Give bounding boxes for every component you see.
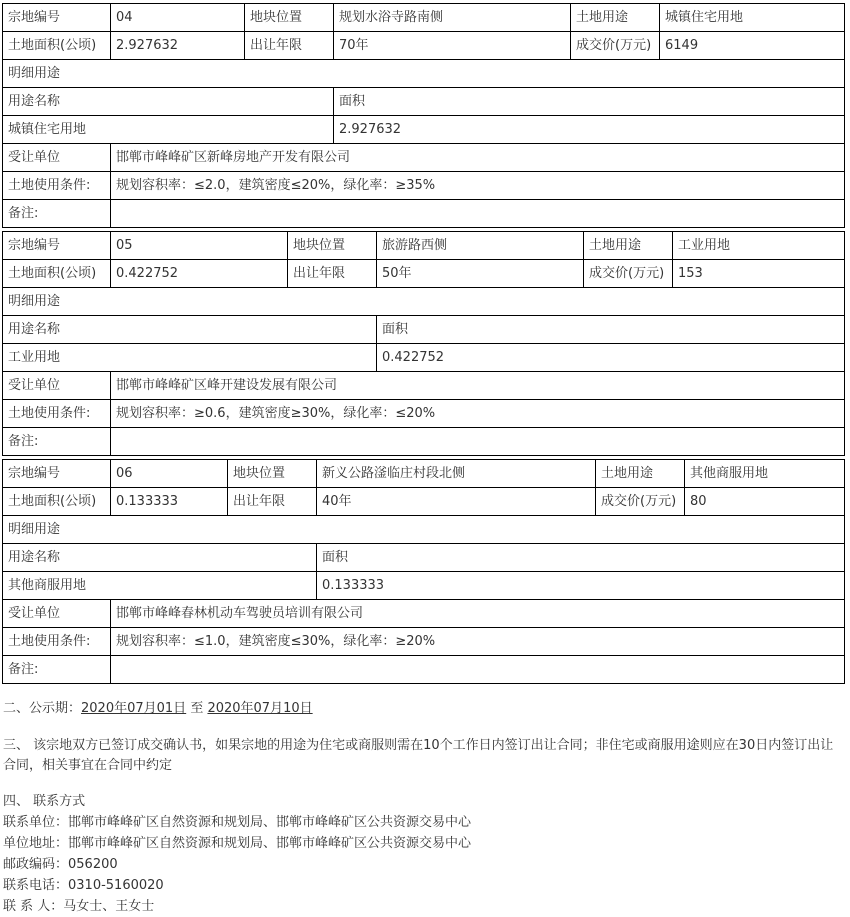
table-row — [3, 572, 845, 600]
location-label: 地块位置 — [288, 232, 377, 260]
table-row — [3, 372, 845, 400]
remarks-label: 备注: — [3, 200, 111, 228]
location-value: 规划水浴寺路南侧 — [334, 4, 571, 32]
location-value: 旅游路西侧 — [377, 232, 584, 260]
table-row — [3, 32, 845, 60]
parcel-no-value: 05 — [111, 232, 288, 260]
use-name-label: 用途名称 — [3, 88, 334, 116]
location-label: 地块位置 — [228, 460, 317, 488]
contact-address: 单位地址：邯郸市峰峰矿区自然资源和规划局、邯郸市峰峰矿区公共资源交易中心 — [3, 836, 472, 851]
contact-person: 联 系 人：马女士、王女士 — [3, 899, 155, 914]
area-value: 2.927632 — [334, 116, 845, 144]
assignee-value: 邯郸市峰峰矿区峰开建设发展有限公司 — [111, 372, 845, 400]
land-area-value: 0.133333 — [111, 488, 228, 516]
use-name-label: 用途名称 — [3, 316, 377, 344]
conditions-value: 规划容积率：≤1.0，建筑密度≤30%，绿化率：≥20% — [111, 628, 845, 656]
location-label: 地块位置 — [245, 4, 334, 32]
remarks-label: 备注: — [3, 428, 111, 456]
table-row — [3, 88, 845, 116]
table-row — [3, 400, 845, 428]
area-value: 0.133333 — [317, 572, 845, 600]
term-value: 70年 — [334, 32, 571, 60]
parcel-table-06 — [2, 459, 845, 684]
table-row — [3, 344, 845, 372]
table-row — [3, 172, 845, 200]
contract-note — [3, 736, 845, 776]
end-date-link[interactable]: 2020年07月10日 — [207, 701, 313, 716]
term-value: 40年 — [317, 488, 596, 516]
notice-period — [3, 700, 845, 718]
term-label: 出让年限 — [228, 488, 317, 516]
assignee-label: 受让单位 — [3, 144, 111, 172]
parcel-table-04 — [2, 3, 845, 228]
contract-note-text: 三、 该宗地双方已签订成交确认书，如果宗地的用途为住宅或商服则需在10个工作日内签订出让合同；非住宅或商服用途则应在30日内签订出让合同，相关事宜在合同中约定 — [3, 738, 834, 773]
remarks-value — [111, 656, 845, 684]
table-row — [3, 316, 845, 344]
table-row — [3, 488, 845, 516]
land-use-label: 土地用途 — [596, 460, 685, 488]
area-label: 面积 — [334, 88, 845, 116]
detail-use-heading: 明细用途 — [3, 288, 845, 316]
table-row — [3, 544, 845, 572]
table-row — [3, 60, 845, 88]
use-name-value: 其他商服用地 — [3, 572, 317, 600]
table-row — [3, 200, 845, 228]
assignee-value: 邯郸市峰峰矿区新峰房地产开发有限公司 — [111, 144, 845, 172]
term-label: 出让年限 — [245, 32, 334, 60]
table-row — [3, 260, 845, 288]
assignee-label: 受让单位 — [3, 600, 111, 628]
land-area-label: 土地面积(公顷) — [3, 260, 111, 288]
land-area-label: 土地面积(公顷) — [3, 32, 111, 60]
parcel-table-05 — [2, 231, 845, 456]
remarks-label: 备注: — [3, 656, 111, 684]
term-label: 出让年限 — [288, 260, 377, 288]
land-use-value: 工业用地 — [673, 232, 845, 260]
remarks-value — [111, 200, 845, 228]
parcel-no-label: 宗地编号 — [3, 232, 111, 260]
conditions-label: 土地使用条件: — [3, 172, 111, 200]
parcel-no-value: 04 — [111, 4, 245, 32]
contact-heading: 四、 联系方式 — [3, 794, 86, 809]
conditions-label: 土地使用条件: — [3, 628, 111, 656]
table-row — [3, 116, 845, 144]
price-label: 成交价(万元) — [571, 32, 660, 60]
contact-phone: 联系电话：0310-5160020 — [3, 878, 164, 893]
use-name-label: 用途名称 — [3, 544, 317, 572]
contact-unit: 联系单位：邯郸市峰峰矿区自然资源和规划局、邯郸市峰峰矿区公共资源交易中心 — [3, 815, 472, 830]
parcel-no-value: 06 — [111, 460, 228, 488]
parcel-no-label: 宗地编号 — [3, 4, 111, 32]
use-name-value: 工业用地 — [3, 344, 377, 372]
price-value: 153 — [673, 260, 845, 288]
assignee-label: 受让单位 — [3, 372, 111, 400]
contact-postcode: 邮政编码：056200 — [3, 857, 118, 872]
location-value: 新义公路滏临庄村段北侧 — [317, 460, 596, 488]
land-area-label: 土地面积(公顷) — [3, 488, 111, 516]
use-name-value: 城镇住宅用地 — [3, 116, 334, 144]
price-value: 6149 — [660, 32, 845, 60]
detail-use-heading: 明细用途 — [3, 516, 845, 544]
area-value: 0.422752 — [377, 344, 845, 372]
area-label: 面积 — [377, 316, 845, 344]
table-row — [3, 460, 845, 488]
term-value: 50年 — [377, 260, 584, 288]
table-row — [3, 144, 845, 172]
remarks-value — [111, 428, 845, 456]
conditions-value: 规划容积率：≥0.6，建筑密度≥30%，绿化率：≤20% — [111, 400, 845, 428]
land-use-value: 其他商服用地 — [685, 460, 845, 488]
price-label: 成交价(万元) — [584, 260, 673, 288]
land-area-value: 0.422752 — [111, 260, 288, 288]
conditions-label: 土地使用条件: — [3, 400, 111, 428]
start-date-link[interactable]: 2020年07月01日 — [81, 701, 187, 716]
table-row — [3, 600, 845, 628]
detail-use-heading: 明细用途 — [3, 60, 845, 88]
table-row — [3, 516, 845, 544]
land-use-label: 土地用途 — [571, 4, 660, 32]
land-use-label: 土地用途 — [584, 232, 673, 260]
assignee-value: 邯郸市峰峰春林机动车驾驶员培训有限公司 — [111, 600, 845, 628]
table-row — [3, 288, 845, 316]
table-row — [3, 428, 845, 456]
table-row — [3, 628, 845, 656]
parcel-no-label: 宗地编号 — [3, 460, 111, 488]
contact-section — [3, 791, 845, 917]
land-use-value: 城镇住宅用地 — [660, 4, 845, 32]
table-row — [3, 4, 845, 32]
notice-period-prefix: 二、公示期： — [3, 701, 82, 716]
table-row — [3, 656, 845, 684]
conditions-value: 规划容积率：≤2.0，建筑密度≤20%，绿化率：≥35% — [111, 172, 845, 200]
land-area-value: 2.927632 — [111, 32, 245, 60]
area-label: 面积 — [317, 544, 845, 572]
price-value: 80 — [685, 488, 845, 516]
table-row — [3, 232, 845, 260]
price-label: 成交价(万元) — [596, 488, 685, 516]
date-separator: 至 — [186, 701, 208, 716]
